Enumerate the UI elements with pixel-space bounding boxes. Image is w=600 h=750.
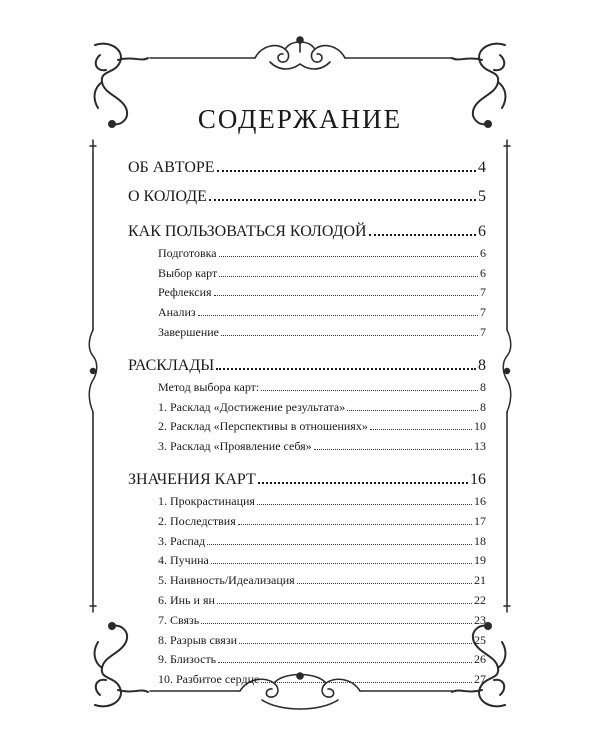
dot-leader xyxy=(198,315,478,316)
toc-page-number: 26 xyxy=(474,652,486,667)
toc-entry[interactable] xyxy=(128,648,486,668)
toc-page-number: 18 xyxy=(474,533,486,548)
toc-entry-title: 2. Расклад «Перспективы в отношениях» xyxy=(158,419,368,434)
toc-page-number: 5 xyxy=(478,188,486,205)
toc-entry[interactable] xyxy=(128,395,486,415)
toc-entry-title: 6. Инь и ян xyxy=(158,592,215,607)
toc-page-number: 23 xyxy=(474,612,486,627)
toc-entry-title: Анализ xyxy=(158,305,196,320)
toc-entry[interactable] xyxy=(128,549,486,569)
dot-leader xyxy=(258,482,468,484)
dot-leader xyxy=(207,544,472,545)
toc-entry-title: 1. Расклад «Достижение результата» xyxy=(158,399,346,414)
toc-entry[interactable] xyxy=(128,241,486,261)
toc-page-number: 6 xyxy=(478,223,486,240)
toc-entry[interactable] xyxy=(128,300,486,320)
toc-entry-title: 3. Расклад «Проявление себя» xyxy=(158,439,312,454)
toc-page-number: 6 xyxy=(480,245,486,260)
toc-entry[interactable] xyxy=(128,320,486,340)
dot-leader xyxy=(201,623,472,624)
toc-page-number: 8 xyxy=(480,399,486,414)
toc-entry-title: Рефлексия xyxy=(158,285,212,300)
toc-section[interactable] xyxy=(128,464,486,489)
dot-leader xyxy=(239,643,472,644)
toc-page-number: 22 xyxy=(474,592,486,607)
toc-entry-title: 3. Распад xyxy=(158,533,206,548)
toc-entry[interactable] xyxy=(128,568,486,588)
toc-entry[interactable] xyxy=(128,588,486,608)
dot-leader xyxy=(369,234,476,236)
toc-page-number: 10 xyxy=(474,419,486,434)
dot-leader xyxy=(211,563,472,564)
toc-entry[interactable] xyxy=(128,261,486,281)
dot-leader xyxy=(221,335,478,336)
toc-page-number: 17 xyxy=(474,513,486,528)
toc-entry-title: 2. Последствия xyxy=(158,513,236,528)
toc-page-number: 16 xyxy=(470,471,486,489)
dot-leader xyxy=(347,410,478,411)
toc-page-number: 7 xyxy=(480,324,486,339)
toc-section[interactable] xyxy=(128,152,486,177)
top-center-flourish xyxy=(255,37,345,69)
toc-entry[interactable] xyxy=(128,509,486,529)
toc-entry-title: 7. Связь xyxy=(158,612,200,627)
toc-entry[interactable] xyxy=(128,529,486,549)
toc-section-title: О КОЛОДЕ xyxy=(128,188,207,205)
toc-page-number: 27 xyxy=(474,672,486,687)
toc-entry-title: 8. Разрыв связи xyxy=(158,632,237,647)
dot-leader xyxy=(209,199,476,201)
toc-page-number: 21 xyxy=(474,573,486,588)
toc-entry-title: 10. Разбитое сердце xyxy=(158,672,260,687)
toc-page-number: 25 xyxy=(474,632,486,647)
toc-entry[interactable] xyxy=(128,281,486,301)
dot-leader xyxy=(217,603,472,604)
toc-page-number: 13 xyxy=(474,439,486,454)
dot-leader xyxy=(219,256,478,257)
dot-leader xyxy=(261,390,478,391)
toc-section-title: ЗНАЧЕНИЯ КАРТ xyxy=(128,471,256,489)
toc-entry-title: Метод выбора карт: xyxy=(158,379,260,394)
dot-leader xyxy=(297,583,472,584)
toc-entry-title: 1. Прокрастинация xyxy=(158,493,255,508)
toc-entry[interactable] xyxy=(128,375,486,395)
toc-page-number: 6 xyxy=(480,265,486,280)
toc-entry[interactable] xyxy=(128,667,486,687)
dot-leader xyxy=(214,295,478,296)
toc-section-title: ОБ АВТОРЕ xyxy=(128,159,215,176)
toc-page-number: 7 xyxy=(480,305,486,320)
toc-entry[interactable] xyxy=(128,489,486,509)
dot-leader xyxy=(217,170,476,172)
toc-page-number: 7 xyxy=(480,285,486,300)
toc-entry-title: 5. Наивность/Идеализация xyxy=(158,573,295,588)
toc-entry[interactable] xyxy=(128,628,486,648)
dot-leader xyxy=(218,662,472,663)
toc-page-number: 4 xyxy=(478,159,486,176)
toc-entry[interactable] xyxy=(128,434,486,454)
dot-leader xyxy=(370,429,472,430)
toc-section-title: РАСКЛАДЫ xyxy=(128,356,215,374)
toc-section[interactable] xyxy=(128,181,486,206)
toc-entry[interactable] xyxy=(128,415,486,435)
dot-leader xyxy=(238,524,472,525)
toc-section[interactable] xyxy=(128,216,486,241)
toc-page-number: 8 xyxy=(480,379,486,394)
toc-entry-title: 9. Близость xyxy=(158,652,217,667)
toc-entry-title: Подготовка xyxy=(158,245,217,260)
dot-leader xyxy=(257,504,472,505)
toc-entry-title: Завершение xyxy=(158,324,219,339)
page-title: СОДЕРЖАНИЕ xyxy=(197,104,403,135)
table-of-contents xyxy=(128,152,486,687)
toc-entry-title: Выбор карт xyxy=(158,265,218,280)
dot-leader xyxy=(216,368,476,370)
dot-leader xyxy=(219,276,478,277)
toc-page-number: 19 xyxy=(474,553,486,568)
toc-section[interactable] xyxy=(128,350,486,375)
toc-page-number: 8 xyxy=(478,356,486,374)
toc-entry[interactable] xyxy=(128,608,486,628)
dot-leader xyxy=(261,682,472,683)
toc-section-title: КАК ПОЛЬЗОВАТЬСЯ КОЛОДОЙ xyxy=(128,223,367,240)
toc-entry-title: 4. Пучина xyxy=(158,553,209,568)
dot-leader xyxy=(314,449,472,450)
toc-page-number: 16 xyxy=(474,493,486,508)
